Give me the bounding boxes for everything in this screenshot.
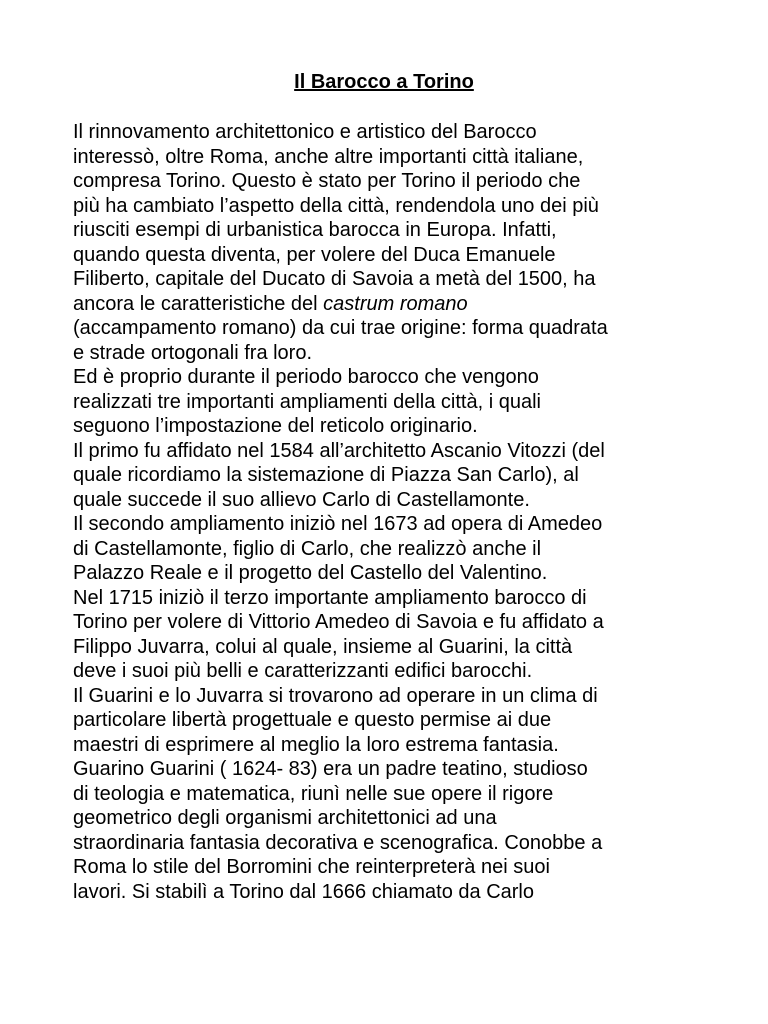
text-line-11: Ed è proprio durante il periodo barocco che vengono xyxy=(73,366,539,388)
text-line-24: Il Guarini e lo Juvarra si trovarono ad operare in un clima di xyxy=(73,684,598,707)
text-line-17: Il secondo ampliamento iniziò nel 1673 ad opera di Amedeo xyxy=(73,513,603,535)
document-title xyxy=(0,70,768,94)
document-title-text: Il Barocco a Torino xyxy=(294,71,474,93)
text-line-15: quale ricordiamo la sistemazione di Piazza San Carlo), al xyxy=(73,464,579,486)
text-line-25: particolare libertà progettuale e questo permise ai due xyxy=(73,709,552,731)
text-line-3: compresa Torino. Questo è stato per Torino il periodo che xyxy=(73,170,581,192)
text-line-16: quale succede il suo allievo Carlo di Castellamonte. xyxy=(73,488,530,511)
text-line-4: più ha cambiato l’aspetto della città, rendendola uno dei più xyxy=(73,194,599,217)
text-line-13: seguono l’impostazione del reticolo originario. xyxy=(73,415,478,437)
text-line-31: Roma lo stile del Borromini che reinterpreterà nei suoi xyxy=(73,856,550,878)
text-line-18: di Castellamonte, figlio di Carlo, che realizzò anche il xyxy=(73,537,542,560)
text-line-26: maestri di esprimere al meglio la loro estrema fantasia. xyxy=(73,733,559,756)
text-line-9: (accampamento romano) da cui trae origine: forma quadrata xyxy=(73,317,608,339)
text-line-8 xyxy=(73,292,723,317)
text-line-20: Nel 1715 iniziò il terzo importante ampliamento barocco di xyxy=(73,586,587,609)
italic-phrase: castrum romano xyxy=(323,292,468,315)
text-line-29: geometrico degli organismi architettonici ad una xyxy=(73,807,497,829)
text-line-28: di teologia e matematica, riunì nelle sue opere il rigore xyxy=(73,782,554,805)
text-line-6: quando questa diventa, per volere del Duca Emanuele xyxy=(73,243,556,266)
text-line-22: Filippo Juvarra, colui al quale, insieme al Guarini, la città xyxy=(73,635,573,658)
text-line-23: deve i suoi più belli e caratterizzanti edifici barocchi. xyxy=(73,660,533,682)
text-line-7: Filiberto, capitale del Ducato di Savoia a metà del 1500, ha xyxy=(73,268,596,290)
text-line-14: Il primo fu affidato nel 1584 all’architetto Ascanio Vitozzi (del xyxy=(73,439,605,462)
text-line-5: riusciti esempi di urbanistica barocca in Europa. Infatti, xyxy=(73,219,557,241)
text-line-10: e strade ortogonali fra loro. xyxy=(73,341,313,364)
text-line-19: Palazzo Reale e il progetto del Castello del Valentino. xyxy=(73,562,548,584)
text-line-8-start: ancora le caratteristiche del xyxy=(73,292,324,315)
text-line-12: realizzati tre importanti ampliamenti della città, i quali xyxy=(73,390,541,413)
text-line-2: interessò, oltre Roma, anche altre importanti città italiane, xyxy=(73,145,584,168)
document-body xyxy=(73,120,723,904)
text-line-30: straordinaria fantasia decorativa e scenografica. Conobbe a xyxy=(73,831,603,854)
text-line-21: Torino per volere di Vittorio Amedeo di Savoia e fu affidato a xyxy=(73,611,604,633)
text-line-27: Guarino Guarini ( 1624- 83) era un padre teatino, studioso xyxy=(73,758,588,780)
text-line-1: Il rinnovamento architettonico e artistico del Barocco xyxy=(73,121,537,143)
text-line-32: lavori. Si stabilì a Torino dal 1666 chiamato da Carlo xyxy=(73,880,534,903)
